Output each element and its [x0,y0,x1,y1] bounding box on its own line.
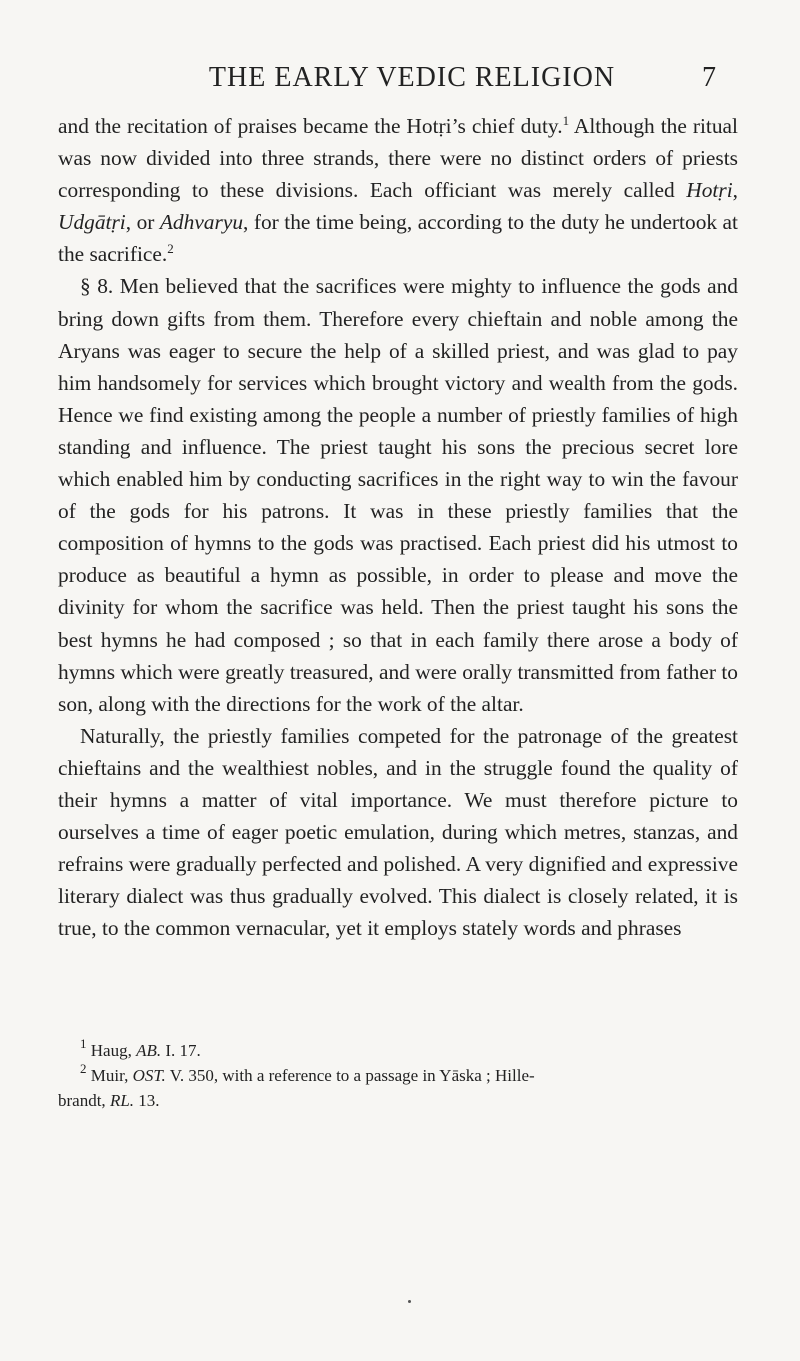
footnote-marker: 2 [80,1061,87,1076]
text-run: and the recitation of praises became the Hotṛi’s chief duty. [58,114,563,138]
citation-abbrev: AB. [136,1041,162,1060]
text-run: , for the time being, according to the duty he undertook at the sacrifice. [58,210,738,267]
paragraph-3: Naturally, the priestly families competed for the patronage of the greatest chieftains and the wealthiest nobles, and in the struggle found the quality of their hymns a matter of vital importance. We must therefore picture to ourselves a time of eager poetic emulation, during which metres, stanzas, and refrains were gradually perfected and polished. A very dignified and expressive literary dialect was thus gradually evolved. This dialect is closely related, it is true, to the common vernacular, yet it employs stately words and phrases [58,723,738,941]
term-udgatri: Udgātṛi [58,210,126,235]
print-speck [408,1300,411,1303]
text-run: Haug, [86,1041,137,1060]
text-run: Although the ritual was now divided into three strands, there were no distinct orders of priests corresponding to these divisions. Each officiant was merely called [58,114,738,203]
footnotes [58,1038,738,1113]
footnote-marker: 1 [80,1036,87,1051]
paragraph-1 [58,110,738,270]
running-title: THE EARLY VEDIC RELIGION [208,62,616,93]
term-hotri: Hotṛi [686,178,733,203]
text-run: Muir, [86,1066,133,1085]
footnote-2 [58,1063,738,1088]
footnote-ref-2: 2 [167,241,174,257]
term-adhvaryu: Adhvaryu [159,210,244,235]
footnote-1 [58,1038,738,1063]
text-run: , or [125,210,160,235]
body-text [58,110,738,944]
page-number: 7 [702,62,716,93]
text-run: I. 17. [161,1041,201,1060]
footnote-ref-1: 1 [562,113,570,128]
text-run: 13. [134,1091,160,1110]
text-run: V. 350, with a reference to a passage in Yāska ; Hille- [165,1066,535,1085]
citation-abbrev: RL. [109,1091,135,1110]
paragraph-section-8: § 8. Men believed that the sacrifices were mighty to influence the gods and bring down gifts from them. Therefore every chieftain and noble among the Aryans was eager to secure the help of a skilled priest, and was glad to pay him handsomely for services which brought victory and wealth from the gods. Hence we find existing among the people a number of priestly families of high standing and influence. The priest taught his sons the precious secret lore which enabled him by conducting sacrifices in the right way to win the favour of the gods for his patrons. It was in these priestly families that the composition of hymns to the gods was practised. Each priest did his utmost to produce as beautiful a hymn as possible, in order to please and move the divinity for whom the sacrifice was held. Then the priest taught his sons the best hymns he had composed ; so that in each family there arose a body of hymns which were greatly treasured, and were orally transmitted from father to son, along with the directions for the work of the altar. [58,274,738,716]
text-run: brandt, [58,1091,110,1110]
citation-abbrev: OST. [132,1066,166,1085]
text-run: , [732,178,738,203]
footnote-2-continued [58,1088,738,1113]
